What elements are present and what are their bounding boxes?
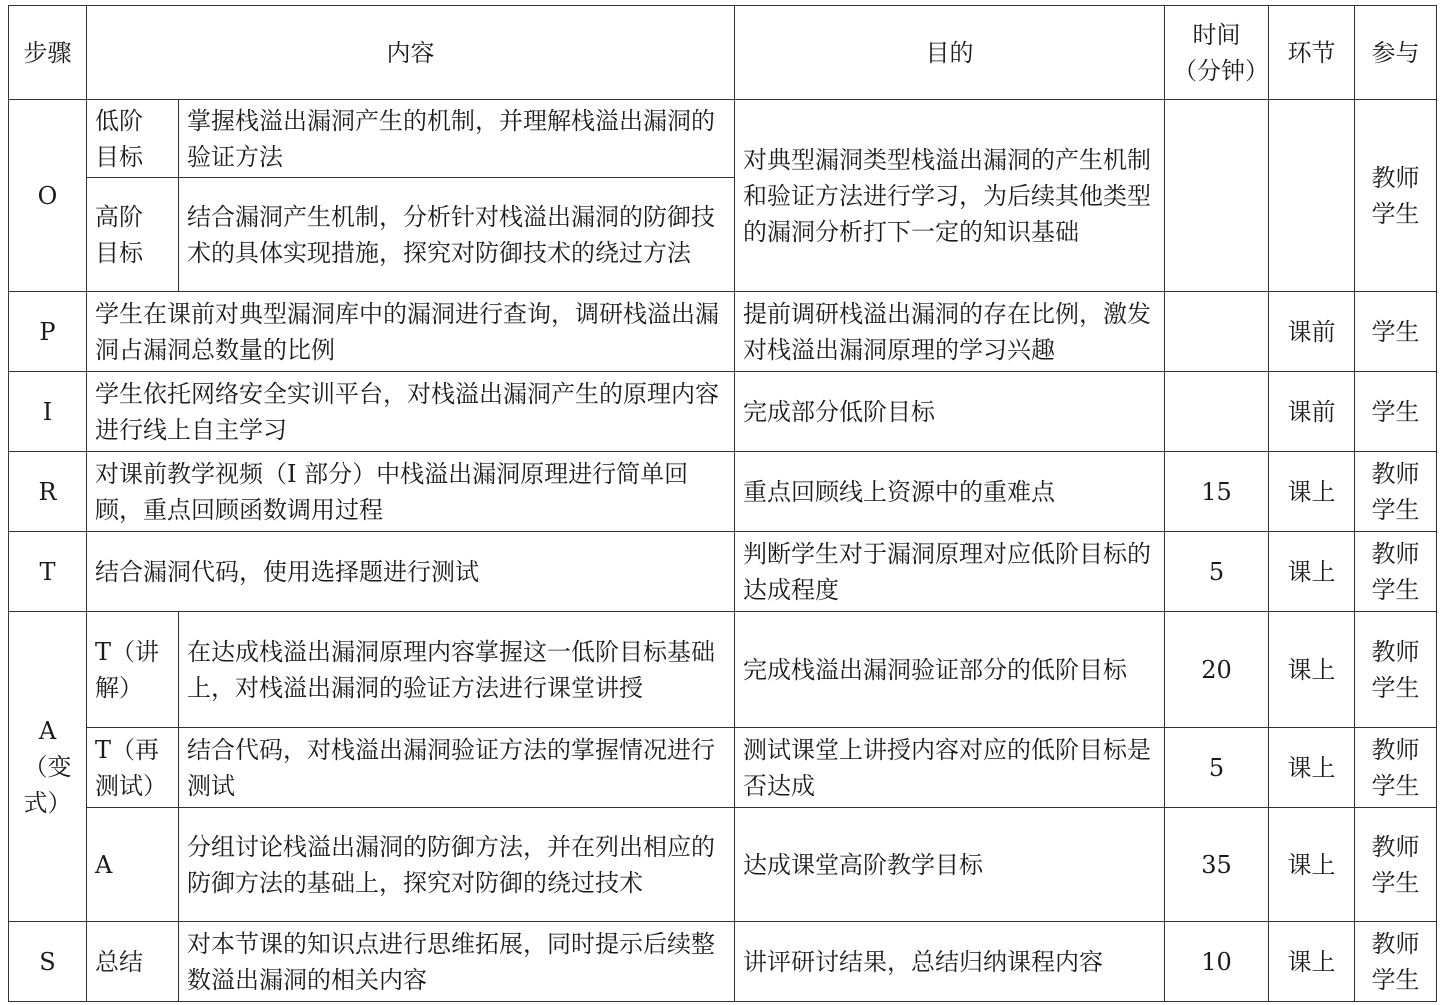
header-participants: 参与 <box>1355 6 1437 100</box>
a-sub2-purpose: 测试课堂上讲授内容对应的低阶目标是否达成 <box>735 728 1165 808</box>
a-sub3-time: 35 <box>1165 808 1269 922</box>
row-o-low <box>9 100 1437 178</box>
o-high-content: 结合漏洞产生机制，分析针对栈溢出漏洞的防御技术的具体实现措施，探究对防御技术的绕过方法 <box>179 178 735 292</box>
a-sub2-participants: 教师 学生 <box>1355 728 1437 808</box>
r-purpose: 重点回顾线上资源中的重难点 <box>735 452 1165 532</box>
a-sub3-label: A <box>87 808 179 922</box>
row-i <box>9 372 1437 452</box>
p-time <box>1165 292 1269 372</box>
a-sub1-time: 20 <box>1165 612 1269 728</box>
row-p <box>9 292 1437 372</box>
row-a-lecture <box>9 612 1437 728</box>
s-time: 10 <box>1165 922 1269 1002</box>
r-stage: 课上 <box>1269 452 1355 532</box>
t-stage: 课上 <box>1269 532 1355 612</box>
p-stage: 课前 <box>1269 292 1355 372</box>
p-content: 学生在课前对典型漏洞库中的漏洞进行查询，调研栈溢出漏洞占漏洞总数量的比例 <box>87 292 735 372</box>
header-stage: 环节 <box>1269 6 1355 100</box>
i-time <box>1165 372 1269 452</box>
p-purpose: 提前调研栈溢出漏洞的存在比例，激发对栈溢出漏洞原理的学习兴趣 <box>735 292 1165 372</box>
t-content: 结合漏洞代码，使用选择题进行测试 <box>87 532 735 612</box>
o-stage <box>1269 100 1355 292</box>
lesson-plan-table <box>8 5 1437 1002</box>
step-t: T <box>9 532 87 612</box>
s-stage: 课上 <box>1269 922 1355 1002</box>
o-high-label: 高阶 目标 <box>87 178 179 292</box>
i-participants: 学生 <box>1355 372 1437 452</box>
t-time: 5 <box>1165 532 1269 612</box>
a-sub2-time: 5 <box>1165 728 1269 808</box>
i-purpose: 完成部分低阶目标 <box>735 372 1165 452</box>
row-t <box>9 532 1437 612</box>
i-stage: 课前 <box>1269 372 1355 452</box>
a-sub1-label: T（讲 解） <box>87 612 179 728</box>
header-step: 步骤 <box>9 6 87 100</box>
o-time <box>1165 100 1269 292</box>
header-row <box>9 6 1437 100</box>
lesson-plan-table-wrapper <box>8 5 1437 1002</box>
s-label: 总结 <box>87 922 179 1002</box>
i-content: 学生依托网络安全实训平台，对栈溢出漏洞产生的原理内容进行线上自主学习 <box>87 372 735 452</box>
o-low-content: 掌握栈溢出漏洞产生的机制，并理解栈溢出漏洞的验证方法 <box>179 100 735 178</box>
step-s: S <box>9 922 87 1002</box>
s-content: 对本节课的知识点进行思维拓展，同时提示后续整数溢出漏洞的相关内容 <box>179 922 735 1002</box>
a-sub3-stage: 课上 <box>1269 808 1355 922</box>
step-i: I <box>9 372 87 452</box>
step-a: A （变 式） <box>9 612 87 922</box>
s-participants: 教师 学生 <box>1355 922 1437 1002</box>
r-time: 15 <box>1165 452 1269 532</box>
r-participants: 教师 学生 <box>1355 452 1437 532</box>
header-content: 内容 <box>87 6 735 100</box>
a-sub1-purpose: 完成栈溢出漏洞验证部分的低阶目标 <box>735 612 1165 728</box>
o-participants: 教师 学生 <box>1355 100 1437 292</box>
header-purpose: 目的 <box>735 6 1165 100</box>
p-participants: 学生 <box>1355 292 1437 372</box>
t-participants: 教师 学生 <box>1355 532 1437 612</box>
a-sub1-content: 在达成栈溢出漏洞原理内容掌握这一低阶目标基础上，对栈溢出漏洞的验证方法进行课堂讲授 <box>179 612 735 728</box>
s-purpose: 讲评研讨结果，总结归纳课程内容 <box>735 922 1165 1002</box>
row-a-discussion <box>9 808 1437 922</box>
step-o: O <box>9 100 87 292</box>
a-sub3-purpose: 达成课堂高阶教学目标 <box>735 808 1165 922</box>
a-sub3-content: 分组讨论栈溢出漏洞的防御方法，并在列出相应的防御方法的基础上，探究对防御的绕过技术 <box>179 808 735 922</box>
t-purpose: 判断学生对于漏洞原理对应低阶目标的达成程度 <box>735 532 1165 612</box>
o-purpose: 对典型漏洞类型栈溢出漏洞的产生机制和验证方法进行学习，为后续其他类型的漏洞分析打下一定的知识基础 <box>735 100 1165 292</box>
a-sub1-participants: 教师 学生 <box>1355 612 1437 728</box>
row-a-retest <box>9 728 1437 808</box>
o-low-label: 低阶 目标 <box>87 100 179 178</box>
a-sub2-stage: 课上 <box>1269 728 1355 808</box>
r-content: 对课前教学视频（I 部分）中栈溢出漏洞原理进行简单回顾，重点回顾函数调用过程 <box>87 452 735 532</box>
step-p: P <box>9 292 87 372</box>
a-sub2-label: T（再 测试） <box>87 728 179 808</box>
a-sub1-stage: 课上 <box>1269 612 1355 728</box>
row-r <box>9 452 1437 532</box>
step-r: R <box>9 452 87 532</box>
row-s <box>9 922 1437 1002</box>
a-sub2-content: 结合代码，对栈溢出漏洞验证方法的掌握情况进行测试 <box>179 728 735 808</box>
a-sub3-participants: 教师 学生 <box>1355 808 1437 922</box>
header-time: 时间 （分钟） <box>1165 6 1269 100</box>
